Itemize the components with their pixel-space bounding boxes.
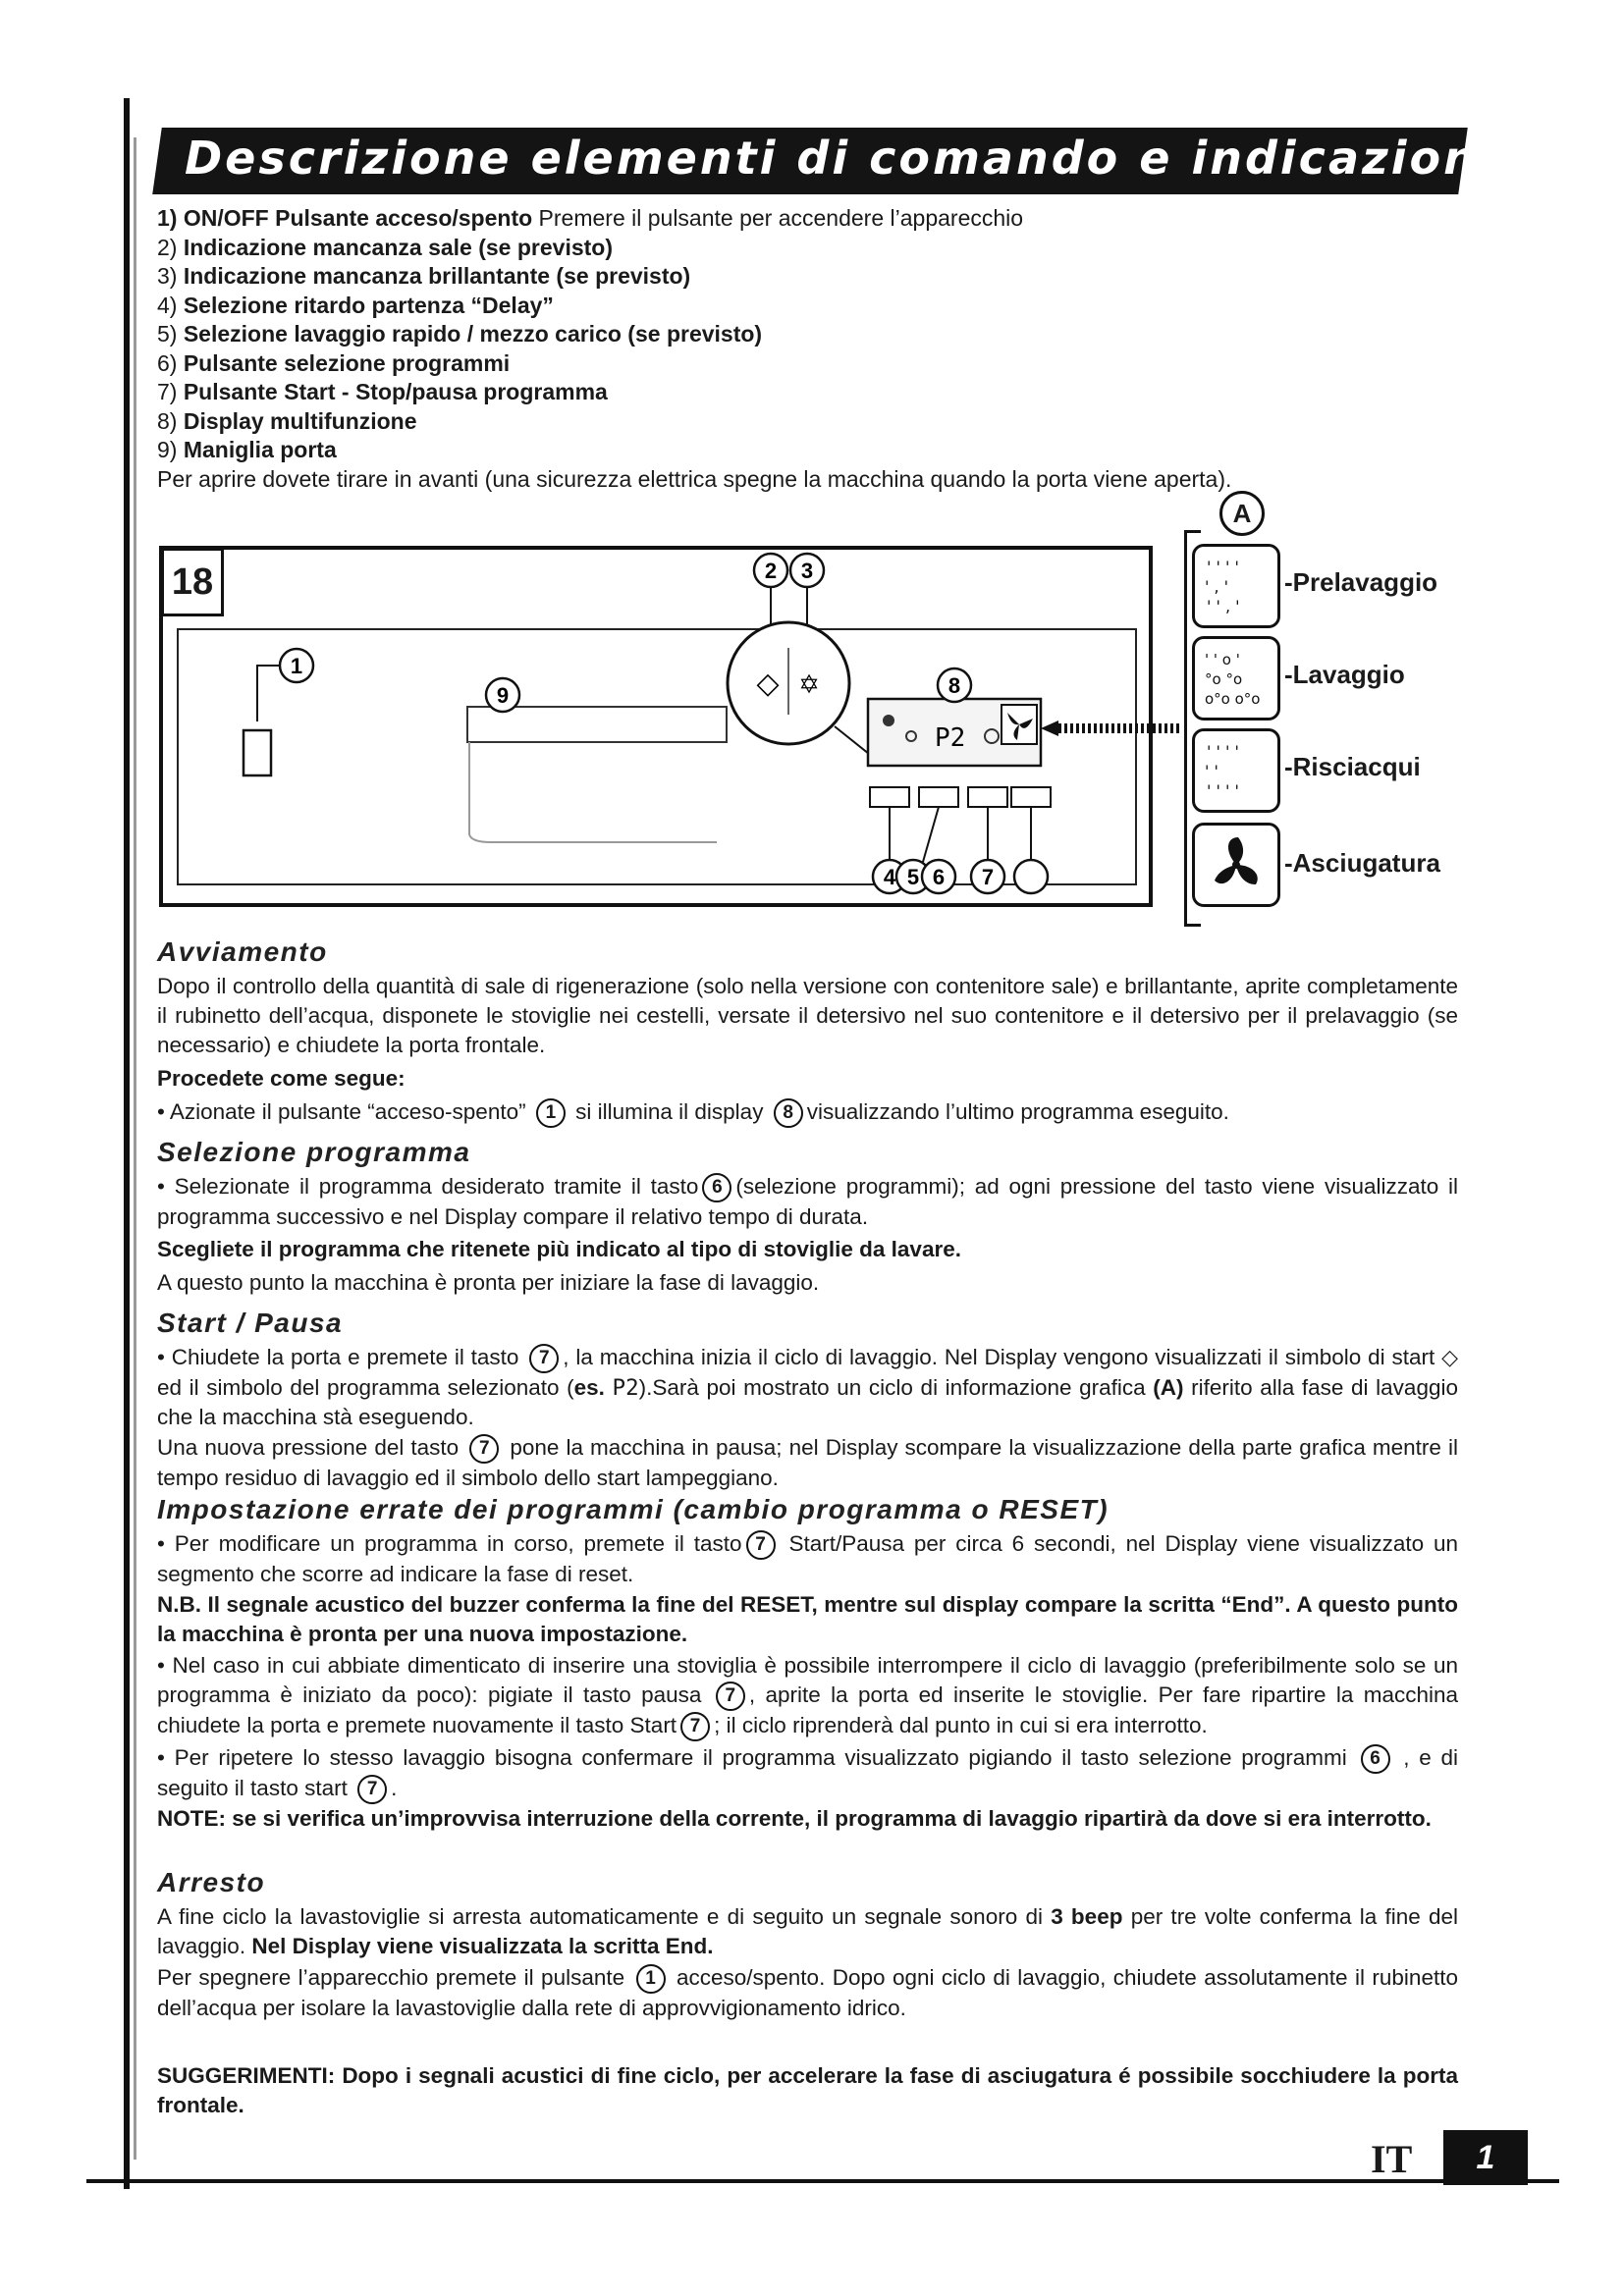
- button-ref-7c: 7: [746, 1530, 776, 1560]
- legend-arrow: [1041, 721, 1182, 736]
- list-item: 1) ON/OFF Pulsante acceso/spento Premere il pulsante per accendere l’apparecchio: [157, 205, 1024, 231]
- prewash-icon: [1192, 544, 1280, 628]
- button-ref-7: 7: [529, 1344, 559, 1373]
- list-item: 5) Selezione lavaggio rapido / mezzo carico (se previsto): [157, 321, 763, 347]
- section-title-impostazione: Impostazione errate dei programmi (cambio programma o RESET): [157, 1494, 1110, 1524]
- callout-9-label: 9: [496, 683, 510, 708]
- callout-3-label: 3: [800, 559, 814, 583]
- arresto-paragraph: A fine ciclo la lavastoviglie si arresta automaticamente e di seguito un segnale sonoro di 3 beep per tre volte conferma la fine del lavaggio. Nel Display viene visualizzata la scritta End.: [157, 1904, 1458, 1958]
- list-item: 8) Display multifunzione: [157, 407, 417, 434]
- list-item: 6) Pulsante selezione programmi: [157, 349, 511, 376]
- avviamento-step: • Azionate il pulsante “acceso-spento” 1 si illumina il display 8 visualizzando l’ultimo programma eseguito.: [157, 1097, 1458, 1128]
- arresto-switch-off: Per spegnere l’apparecchio premete il pulsante 1 acceso/spento. Dopo ogni ciclo di lavaggio, chiudete assolutamente il rubinetto dell’acqua per isolare la lavastoviglie dalla rete di approvvigionamento idrico.: [157, 1965, 1458, 2021]
- avviamento-paragraph: Dopo il controllo della quantità di sale di rigenerazione (solo nella versione con contenitore sale) e brillantante, aprite completamente il rubinetto dell’acqua, disponete le stoviglie nei cestelli, versate il detersivo nel suo contenitore e il detersivo per il prelavaggio (se necessario) e chiudete la porta frontale.: [157, 974, 1458, 1057]
- start-paragraph: • Chiudete la porta e premete il tasto 7 , la macchina inizia il ciclo di lavaggio. Nel Display vengono visualizzati il simbolo di start ◇ ed il simbolo del programma selezionato (es. P2).Sarà poi mostrato un ciclo di informazione grafica (A) riferito alla fase di lavaggio che la macchina stà eseguendo.: [157, 1345, 1458, 1430]
- svg-text:' ' ' ': ' ' ' ': [1207, 558, 1239, 576]
- button-ref-7b: 7: [469, 1434, 499, 1464]
- callout-4-label: 4: [883, 865, 896, 889]
- callout-blank: [1014, 860, 1048, 893]
- suggestions: SUGGERIMENTI: Dopo i segnali acustici di fine ciclo, per accelerare la fase di asciugatura é possibile socchiudere la porta frontale.: [157, 2063, 1458, 2117]
- callout-8-label: 8: [947, 673, 961, 698]
- figure-drawing: [0, 0, 1624, 942]
- list-item: 7) Pulsante Start - Stop/pausa programma: [157, 379, 608, 404]
- callout-1-label: 1: [290, 654, 303, 678]
- svg-text:' , ': ' , ': [1205, 577, 1229, 596]
- display-code: P2: [612, 1375, 639, 1402]
- display-readout: P2: [935, 723, 966, 753]
- figure-number: 18: [161, 548, 224, 616]
- panel-buttons: [870, 787, 1051, 862]
- list-note: Per aprire dovete tirare in avanti (una sicurezza elettrica spegne la macchina quando la porta viene aperta).: [157, 465, 1232, 492]
- svg-text:' ' ' ': ' ' ' ': [1207, 742, 1239, 761]
- button-ref-7e: 7: [680, 1712, 710, 1741]
- callout-9: [486, 678, 519, 712]
- impostazione-repeat: • Per ripetere lo stesso lavaggio bisogna confermare il programma visualizzato pigiando il tasto selezione programmi 6 , e di seguito il tasto start 7 .: [157, 1743, 1458, 1804]
- drying-fan-icon: [1192, 823, 1280, 907]
- start-pause-paragraph: Una nuova pressione del tasto 7 pone la macchina in pausa; nel Display scompare la visualizzazione della parte grafica mentre il tempo residuo di lavaggio ed il simbolo dello start lampeggiano.: [157, 1435, 1458, 1491]
- rinse-icon: [1192, 728, 1280, 813]
- svg-text:' ' o ': ' ' o ': [1205, 651, 1240, 668]
- list-item: 2) Indicazione mancanza sale (se previsto): [157, 234, 614, 260]
- list-item: 9) Maniglia porta: [157, 437, 337, 462]
- button-ref-7d: 7: [716, 1682, 745, 1711]
- page-title: Descrizione elementi di comando e indicazione: [185, 132, 1513, 185]
- callout-7-label: 7: [981, 865, 995, 889]
- button-ref-1: 1: [536, 1098, 566, 1128]
- svg-text:' ' ' ': ' ' ' ': [1207, 781, 1239, 800]
- section-title-avviamento: Avviamento: [157, 936, 328, 967]
- section-title-arresto: Arresto: [157, 1867, 266, 1897]
- legend-marker-a: A: [1219, 491, 1265, 536]
- svg-text:o°o o°o: o°o o°o: [1205, 690, 1261, 708]
- callout-6-label: 6: [932, 865, 946, 889]
- impostazione-paragraph: • Per modificare un programma in corso, premete il tasto 7 Start/Pausa per circa 6 secondi, nel Display viene visualizzato un segmento che scorre ad indicare la fase di reset.: [157, 1531, 1458, 1587]
- wash-icon: [1192, 636, 1280, 721]
- legend-wash: -Lavaggio: [1284, 660, 1405, 689]
- callout-1: [257, 649, 313, 721]
- svg-text:' ': ' ': [1205, 762, 1218, 780]
- impostazione-nb: N.B. Il segnale acustico del buzzer conferma la fine del RESET, mentre sul display compare la scritta “End”. A questo punto la macchina è pronta per una nuova impostazione.: [157, 1592, 1458, 1646]
- display-ref-8: 8: [774, 1098, 803, 1128]
- svg-text:°o °o: °o °o: [1205, 670, 1243, 688]
- avviamento-procedure-heading: Procedete come segue:: [157, 1066, 406, 1091]
- legend-rinse: -Risciacqui: [1284, 752, 1421, 781]
- list-item: 4) Selezione ritardo partenza “Delay”: [157, 292, 554, 318]
- button-ref-6: 6: [702, 1173, 731, 1202]
- language-badge: IT: [1371, 2137, 1413, 2181]
- salt-icon: ◇: [756, 667, 780, 700]
- button-ref-6b: 6: [1361, 1744, 1390, 1774]
- button-ref-7f: 7: [357, 1775, 387, 1804]
- start-symbol-icon: ◇: [1441, 1345, 1458, 1369]
- impostazione-interrupt: • Nel caso in cui abbiate dimenticato di inserire una stoviglia è possibile interrompere il ciclo di lavaggio (preferibilmente solo se un programma è iniziato da poco): pigiate il tasto pausa 7 , aprite la porta ed inserite le stoviglie. Per fare ripartire la macchina chiudete la porta e premete nuovamente il tasto Start 7 ; il ciclo riprenderà dal punto in cui si era interrotto.: [157, 1651, 1458, 1741]
- callout-2-label: 2: [764, 559, 778, 583]
- section-title-selezione: Selezione programma: [157, 1137, 471, 1167]
- power-button-drawing: [244, 730, 271, 775]
- section-title-start: Start / Pausa: [157, 1308, 344, 1338]
- selezione-ready: A questo punto la macchina è pronta per iniziare la fase di lavaggio.: [157, 1270, 820, 1295]
- svg-text:' ' , ': ' ' , ': [1207, 597, 1240, 615]
- selezione-advice: Scegliete il programma che ritenete più indicato al tipo di stoviglie da lavare.: [157, 1237, 961, 1261]
- callout-5-label: 5: [906, 865, 920, 889]
- rinse-aid-icon: ✡: [798, 669, 820, 699]
- legend-prewash: -Prelavaggio: [1284, 567, 1438, 597]
- selezione-paragraph: • Selezionate il programma desiderato tramite il tasto 6 (selezione programmi); ad ogni pressione del tasto viene visualizzato il programma successivo e nel Display compare il relativo tempo di durata.: [157, 1174, 1459, 1230]
- list-item: 3) Indicazione mancanza brillantante (se previsto): [157, 263, 691, 289]
- legend-drying: -Asciugatura: [1284, 848, 1440, 878]
- footer-rule: [86, 2179, 1559, 2183]
- button-ref-1b: 1: [636, 1964, 666, 1994]
- page-number: 1: [1443, 2130, 1528, 2185]
- impostazione-note: NOTE: se si verifica un’improvvisa interruzione della corrente, il programma di lavaggio ripartirà da dove si era interrotto.: [157, 1806, 1432, 1831]
